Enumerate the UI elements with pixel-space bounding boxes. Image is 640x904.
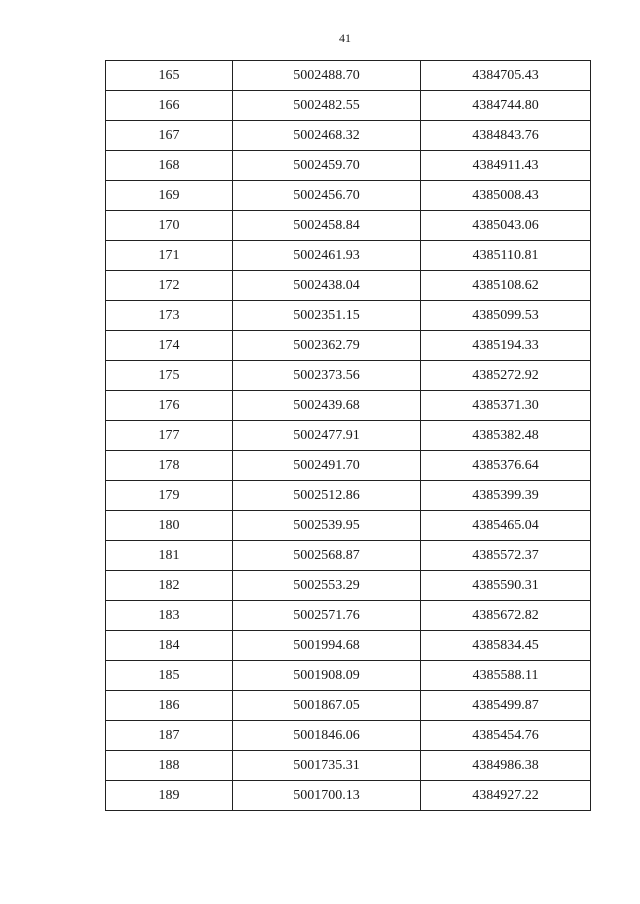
y-coordinate-cell: 4384911.43 xyxy=(421,151,591,181)
page-number: 41 xyxy=(339,31,351,45)
point-number-cell: 167 xyxy=(106,121,233,151)
y-coordinate-cell: 4385194.33 xyxy=(421,331,591,361)
point-number-cell: 181 xyxy=(106,541,233,571)
point-number-cell: 169 xyxy=(106,181,233,211)
x-coordinate-cell: 5002468.32 xyxy=(233,121,421,151)
x-coordinate-cell: 5002373.56 xyxy=(233,361,421,391)
y-coordinate-cell: 4385399.39 xyxy=(421,481,591,511)
point-number-cell: 165 xyxy=(106,61,233,91)
y-coordinate-cell: 4384744.80 xyxy=(421,91,591,121)
x-coordinate-cell: 5002568.87 xyxy=(233,541,421,571)
table-row xyxy=(106,511,591,541)
point-number-cell: 178 xyxy=(106,451,233,481)
x-coordinate-cell: 5001735.31 xyxy=(233,751,421,781)
table-row xyxy=(106,421,591,451)
table-row xyxy=(106,241,591,271)
x-coordinate-cell: 5002351.15 xyxy=(233,301,421,331)
point-number-cell: 168 xyxy=(106,151,233,181)
x-coordinate-cell: 5002491.70 xyxy=(233,451,421,481)
table-row xyxy=(106,481,591,511)
table-row xyxy=(106,541,591,571)
table-row xyxy=(106,61,591,91)
coordinates-table xyxy=(105,60,591,811)
point-number-cell: 174 xyxy=(106,331,233,361)
point-number-cell: 173 xyxy=(106,301,233,331)
coordinates-table-body xyxy=(106,61,591,811)
y-coordinate-cell: 4385376.64 xyxy=(421,451,591,481)
x-coordinate-cell: 5002482.55 xyxy=(233,91,421,121)
point-number-cell: 177 xyxy=(106,421,233,451)
y-coordinate-cell: 4385834.45 xyxy=(421,631,591,661)
table-row xyxy=(106,601,591,631)
x-coordinate-cell: 5001846.06 xyxy=(233,721,421,751)
y-coordinate-cell: 4385465.04 xyxy=(421,511,591,541)
point-number-cell: 179 xyxy=(106,481,233,511)
point-number-cell: 184 xyxy=(106,631,233,661)
y-coordinate-cell: 4385572.37 xyxy=(421,541,591,571)
y-coordinate-cell: 4384986.38 xyxy=(421,751,591,781)
y-coordinate-cell: 4384843.76 xyxy=(421,121,591,151)
x-coordinate-cell: 5002512.86 xyxy=(233,481,421,511)
y-coordinate-cell: 4385008.43 xyxy=(421,181,591,211)
table-row xyxy=(106,211,591,241)
x-coordinate-cell: 5002438.04 xyxy=(233,271,421,301)
table-row xyxy=(106,331,591,361)
table-row xyxy=(106,361,591,391)
x-coordinate-cell: 5001867.05 xyxy=(233,691,421,721)
x-coordinate-cell: 5001700.13 xyxy=(233,781,421,811)
y-coordinate-cell: 4385110.81 xyxy=(421,241,591,271)
table-row xyxy=(106,571,591,601)
y-coordinate-cell: 4385454.76 xyxy=(421,721,591,751)
y-coordinate-cell: 4385272.92 xyxy=(421,361,591,391)
point-number-cell: 186 xyxy=(106,691,233,721)
table-row xyxy=(106,121,591,151)
point-number-cell: 189 xyxy=(106,781,233,811)
point-number-cell: 185 xyxy=(106,661,233,691)
point-number-cell: 187 xyxy=(106,721,233,751)
y-coordinate-cell: 4385371.30 xyxy=(421,391,591,421)
point-number-cell: 188 xyxy=(106,751,233,781)
y-coordinate-cell: 4385590.31 xyxy=(421,571,591,601)
y-coordinate-cell: 4385672.82 xyxy=(421,601,591,631)
point-number-cell: 180 xyxy=(106,511,233,541)
x-coordinate-cell: 5002553.29 xyxy=(233,571,421,601)
table-row xyxy=(106,451,591,481)
x-coordinate-cell: 5002488.70 xyxy=(233,61,421,91)
x-coordinate-cell: 5002458.84 xyxy=(233,211,421,241)
y-coordinate-cell: 4385382.48 xyxy=(421,421,591,451)
point-number-cell: 172 xyxy=(106,271,233,301)
table-row xyxy=(106,631,591,661)
y-coordinate-cell: 4384705.43 xyxy=(421,61,591,91)
x-coordinate-cell: 5002456.70 xyxy=(233,181,421,211)
x-coordinate-cell: 5001908.09 xyxy=(233,661,421,691)
point-number-cell: 175 xyxy=(106,361,233,391)
table-row xyxy=(106,691,591,721)
table-row xyxy=(106,721,591,751)
point-number-cell: 171 xyxy=(106,241,233,271)
table-row xyxy=(106,271,591,301)
y-coordinate-cell: 4385499.87 xyxy=(421,691,591,721)
point-number-cell: 183 xyxy=(106,601,233,631)
x-coordinate-cell: 5001994.68 xyxy=(233,631,421,661)
y-coordinate-cell: 4385099.53 xyxy=(421,301,591,331)
x-coordinate-cell: 5002477.91 xyxy=(233,421,421,451)
table-row xyxy=(106,751,591,781)
point-number-cell: 166 xyxy=(106,91,233,121)
table-row xyxy=(106,301,591,331)
x-coordinate-cell: 5002459.70 xyxy=(233,151,421,181)
table-row xyxy=(106,781,591,811)
x-coordinate-cell: 5002362.79 xyxy=(233,331,421,361)
point-number-cell: 170 xyxy=(106,211,233,241)
x-coordinate-cell: 5002539.95 xyxy=(233,511,421,541)
table-row xyxy=(106,391,591,421)
table-row xyxy=(106,661,591,691)
y-coordinate-cell: 4385108.62 xyxy=(421,271,591,301)
table-row xyxy=(106,91,591,121)
y-coordinate-cell: 4385043.06 xyxy=(421,211,591,241)
x-coordinate-cell: 5002439.68 xyxy=(233,391,421,421)
point-number-cell: 182 xyxy=(106,571,233,601)
y-coordinate-cell: 4384927.22 xyxy=(421,781,591,811)
table-row xyxy=(106,181,591,211)
point-number-cell: 176 xyxy=(106,391,233,421)
y-coordinate-cell: 4385588.11 xyxy=(421,661,591,691)
x-coordinate-cell: 5002571.76 xyxy=(233,601,421,631)
x-coordinate-cell: 5002461.93 xyxy=(233,241,421,271)
table-row xyxy=(106,151,591,181)
